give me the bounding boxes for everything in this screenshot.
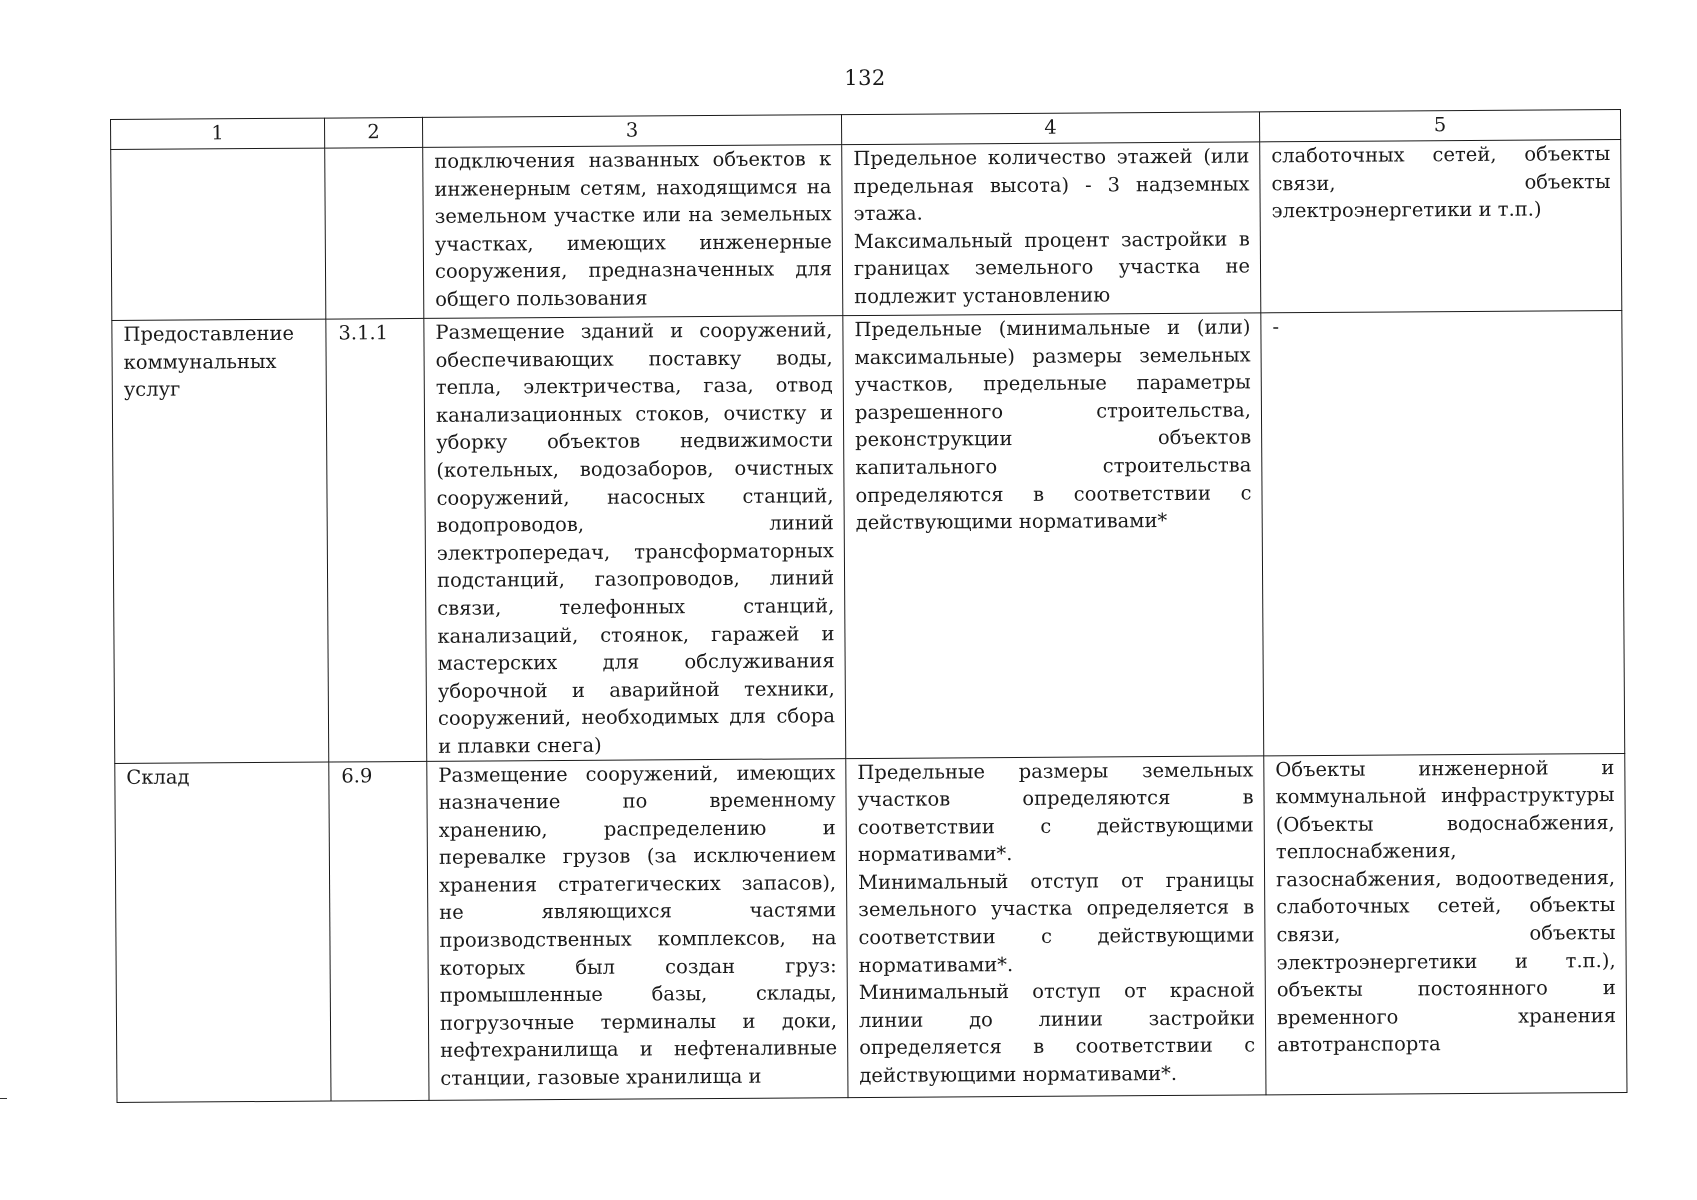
use-code-cell — [325, 147, 424, 319]
column-header-1: 1 — [111, 118, 325, 149]
parameter-text: Минимальный отступ от красной линии до линии застройки определяется в соответствии с действующими нормативами*. — [858, 978, 1256, 1088]
parameter-text: Минимальный отступ от границы земельного участка определяется в соответствии с действующими нормативами*. — [858, 868, 1255, 977]
use-name-cell — [111, 148, 326, 320]
column-header-5: 5 — [1259, 109, 1620, 141]
use-parameters-cell — [846, 755, 1266, 1097]
use-code-cell: 6.9 — [329, 761, 429, 1101]
use-description-cell: Размещение сооружений, имеющих назначение по временному хранению, распределению и перевалке грузов (за исключением хранения стратегических запасов), не являющихся частями производственных комплексов, на которых был создан груз: промышленные базы, склады, погрузочные терминалы и доки, нефтехранилища и нефтеналивные станции, газовые хранилища и — [427, 758, 848, 1100]
parameter-text: Предельное количество этажей (или предельная высота) - 3 надземных этажа. — [853, 144, 1250, 226]
table-row — [111, 139, 1622, 320]
use-description-cell: Размещение зданий и сооружений, обеспечивающих поставку воды, тепла, электричества, газа, отвод канализационных стоков, очистку и уборку объектов недвижимости (котельных, водозаборов, очистных сооружений, насосных станций, водопроводов, линий электропередач, трансформаторных подстанций, газопроводов, линий связи, телефонных станций, канализаций, стоянок, гаражей и мастерских для обслуживания уборочной и аварийной техники, сооружений, необходимых для сбора и плавки снега) — [424, 316, 846, 761]
parameter-text: Предельные (минимальные и (или) максимальные) размеры земельных участков, предельные параметры разрешенного строительства, реконструкции объектов капитального строительства определяются в соответствии с действующими нормативами* — [854, 315, 1252, 535]
use-name-cell: Склад — [115, 762, 331, 1102]
use-code-cell: 3.1.1 — [326, 318, 427, 761]
allowed-objects-cell: Объекты инженерной и коммунальной инфраструктуры (Объекты водоснабжения, теплоснабжения, газоснабжения, водоотведения, слаботочных сетей, объекты связи, объекты электроэнергетики и т.п.), объекты постоянного и временного хранения автотранспорта — [1264, 753, 1627, 1094]
column-header-4: 4 — [841, 112, 1259, 145]
use-parameters-cell — [842, 142, 1261, 316]
use-name-cell: Предоставление коммунальных услуг — [112, 319, 329, 763]
column-header-3: 3 — [422, 115, 841, 148]
table-row — [115, 753, 1627, 1102]
use-description-cell: подключения названных объектов к инженерным сетям, находящимся на земельном участке или на земельных участках, имеющих инженерные сооружения, предназначенных для общего пользования — [423, 145, 843, 319]
page-number: 132 — [844, 66, 886, 90]
allowed-objects-cell: слаботочных сетей, объекты связи, объекты электроэнергетики и т.п.) — [1260, 139, 1622, 312]
column-header-2: 2 — [324, 117, 422, 148]
parameter-text: Максимальный процент застройки в границах земельного участка не подлежит установлению — [853, 227, 1251, 309]
allowed-objects-cell: - — [1261, 310, 1625, 755]
land-use-table — [110, 109, 1627, 1102]
parameter-text: Предельные размеры земельных участков определяются в соответствии с действующими нормативами*. — [857, 757, 1254, 867]
use-parameters-cell — [843, 313, 1264, 758]
table-row — [112, 310, 1625, 763]
scan-margin-mark — [0, 1098, 7, 1099]
